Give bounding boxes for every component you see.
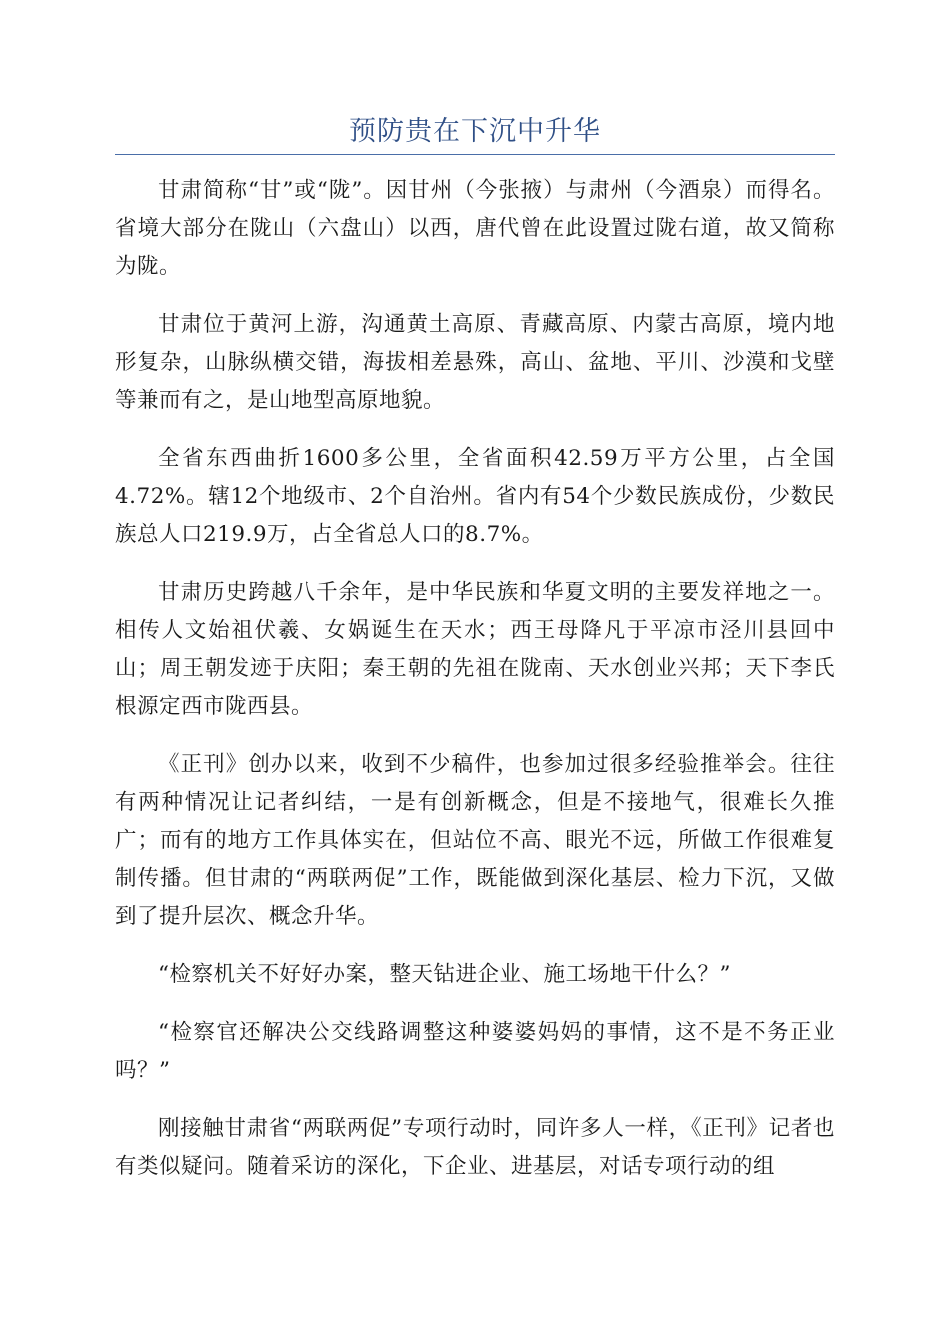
paragraph-3: 全省东西曲折1600多公里，全省面积42.59万平方公里，占全国4.72%。辖12个地级市、2个自治州。省内有54个少数民族成份，少数民族总人口219.9万，占全省总人口的8.7%。 [115, 446, 835, 547]
paragraph-5: 《正刊》创办以来，收到不少稿件，也参加过很多经验推举会。往往有两种情况让记者纠结，一是有创新概念，但是不接地气，很难长久推广；而有的地方工作具体实在，但站位不高、眼光不远，所做工作很难复制传播。但甘肃的“两联两促”工作，既能做到深化基层、检力下沉，又做到了提升层次、概念升华。 [115, 752, 835, 929]
paragraph-1: 甘肃简称“甘”或“陇”。因甘州（今张掖）与肃州（今酒泉）而得名。省境大部分在陇山（六盘山）以西，唐代曾在此设置过陇右道，故又简称为陇。 [115, 178, 835, 279]
paragraph-8: 刚接触甘肃省“两联两促”专项行动时，同许多人一样，《正刊》记者也有类似疑问。随着采访的深化，下企业、进基层，对话专项行动的组 [115, 1116, 835, 1179]
paragraph-6: “检察机关不好好办案，整天钻进企业、施工场地干什么？” [158, 962, 731, 987]
title-underline [115, 154, 835, 155]
document-body [115, 172, 835, 1206]
paragraph-7: “检察官还解决公交线路调整这种婆婆妈妈的事情，这不是不务正业吗？” [115, 1020, 835, 1083]
paragraph-4: 甘肃历史跨越八千余年，是中华民族和华夏文明的主要发祥地之一。相传人文始祖伏羲、女娲诞生在天水；西王母降凡于平凉市泾川县回中山；周王朝发迹于庆阳；秦王朝的先祖在陇南、天水创业兴邦；天下李氏根源定西市陇西县。 [115, 580, 835, 719]
paragraph-2: 甘肃位于黄河上游，沟通黄土高原、青藏高原、内蒙古高原，境内地形复杂，山脉纵横交错，海拔相差悬殊，高山、盆地、平川、沙漠和戈壁等兼而有之，是山地型高原地貌。 [115, 312, 835, 413]
document-title: 预防贵在下沉中升华 [349, 116, 601, 147]
